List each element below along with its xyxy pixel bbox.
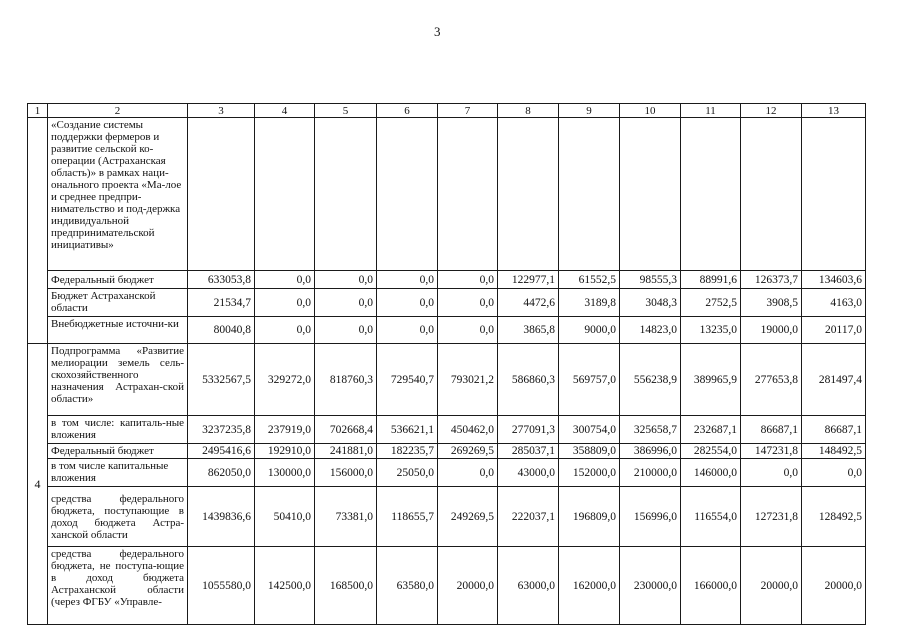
table-cell: 300754,0 <box>559 416 620 444</box>
table-cell <box>681 118 741 271</box>
table-cell: 277091,3 <box>498 416 559 444</box>
table-cell: 241881,0 <box>315 444 377 459</box>
table-cell: 5332567,5 <box>188 344 255 416</box>
table-cell: 63000,0 <box>498 547 559 625</box>
table-cell: 130000,0 <box>255 459 315 487</box>
table-cell: 230000,0 <box>620 547 681 625</box>
table-cell: 126373,7 <box>741 271 802 289</box>
table-cell: 358809,0 <box>559 444 620 459</box>
table-cell: 13235,0 <box>681 317 741 344</box>
table-cell: 450462,0 <box>438 416 498 444</box>
table-cell: 25050,0 <box>377 459 438 487</box>
table-cell: 729540,7 <box>377 344 438 416</box>
table-cell: 269269,5 <box>438 444 498 459</box>
table-cell: 249269,5 <box>438 487 498 547</box>
row-group-cell <box>28 118 48 344</box>
table-cell <box>315 118 377 271</box>
table-cell: 282554,0 <box>681 444 741 459</box>
table-cell: 98555,3 <box>620 271 681 289</box>
table-cell: 702668,4 <box>315 416 377 444</box>
table-cell <box>438 118 498 271</box>
table-cell: 818760,3 <box>315 344 377 416</box>
table-cell: 569757,0 <box>559 344 620 416</box>
table-cell: 4472,6 <box>498 289 559 317</box>
table-cell <box>498 118 559 271</box>
table-cell: 166000,0 <box>681 547 741 625</box>
table-cell: 586860,3 <box>498 344 559 416</box>
row-label: средства федерального бюджета, поступающие в доход бюджета Астра-ханской области <box>48 487 188 547</box>
table-cell: 0,0 <box>377 317 438 344</box>
table-row <box>28 344 866 416</box>
table-cell: 162000,0 <box>559 547 620 625</box>
table-header-row <box>28 104 866 118</box>
column-header: 3 <box>188 104 255 118</box>
table-cell: 14823,0 <box>620 317 681 344</box>
row-label <box>48 547 188 625</box>
table-cell: 128492,5 <box>802 487 866 547</box>
table-cell: 63580,0 <box>377 547 438 625</box>
table-cell: 3865,8 <box>498 317 559 344</box>
table-cell: 325658,7 <box>620 416 681 444</box>
table-cell: 21534,7 <box>188 289 255 317</box>
column-header: 6 <box>377 104 438 118</box>
column-header: 5 <box>315 104 377 118</box>
column-header: 12 <box>741 104 802 118</box>
table-cell: 20000,0 <box>802 547 866 625</box>
table-cell: 0,0 <box>315 289 377 317</box>
table-cell <box>377 118 438 271</box>
table-cell: 156000,0 <box>315 459 377 487</box>
table-cell: 633053,8 <box>188 271 255 289</box>
table-cell: 156996,0 <box>620 487 681 547</box>
table-cell: 9000,0 <box>559 317 620 344</box>
table-row <box>28 416 866 444</box>
table-cell: 556238,9 <box>620 344 681 416</box>
table-row <box>28 271 866 289</box>
row-label-text: средства федерального бюджета, не поступа-ющие в доход бюджета Астраханской области (через ФГБУ «Управле- <box>51 548 184 608</box>
table-cell: 277653,8 <box>741 344 802 416</box>
column-header: 13 <box>802 104 866 118</box>
table-cell: 168500,0 <box>315 547 377 625</box>
table-row <box>28 444 866 459</box>
table-cell: 142500,0 <box>255 547 315 625</box>
table-cell: 147231,8 <box>741 444 802 459</box>
table-cell: 152000,0 <box>559 459 620 487</box>
row-group-number: 4 <box>28 344 48 625</box>
row-label: в том числе капитальные вложения <box>48 459 188 487</box>
table-cell: 536621,1 <box>377 416 438 444</box>
table-cell: 20000,0 <box>438 547 498 625</box>
column-header: 2 <box>48 104 188 118</box>
table-cell: 88991,6 <box>681 271 741 289</box>
table-cell: 0,0 <box>377 289 438 317</box>
table-cell: 196809,0 <box>559 487 620 547</box>
table-cell: 3237235,8 <box>188 416 255 444</box>
table-cell: 20000,0 <box>741 547 802 625</box>
table-cell: 86687,1 <box>802 416 866 444</box>
row-label: Бюджет Астраханской области <box>48 289 188 317</box>
table-cell: 0,0 <box>438 271 498 289</box>
table-cell <box>188 118 255 271</box>
row-label: Федеральный бюджет <box>48 271 188 289</box>
table-cell: 134603,6 <box>802 271 866 289</box>
table-cell: 1055580,0 <box>188 547 255 625</box>
table-cell: 0,0 <box>315 271 377 289</box>
row-label: Подпрограмма «Развитие мелиорации земель сель-скохозяйственного назначения Астрахан-ской области» <box>48 344 188 416</box>
table-cell <box>559 118 620 271</box>
table-cell: 146000,0 <box>681 459 741 487</box>
column-header: 8 <box>498 104 559 118</box>
table-cell: 386996,0 <box>620 444 681 459</box>
table-cell: 0,0 <box>438 459 498 487</box>
table-cell: 0,0 <box>255 317 315 344</box>
table-row <box>28 459 866 487</box>
table-cell: 73381,0 <box>315 487 377 547</box>
table-cell: 148492,5 <box>802 444 866 459</box>
table-cell: 182235,7 <box>377 444 438 459</box>
table-cell <box>741 118 802 271</box>
table-cell: 116554,0 <box>681 487 741 547</box>
table-cell: 19000,0 <box>741 317 802 344</box>
page-number: 3 <box>434 24 441 39</box>
table-cell: 0,0 <box>438 289 498 317</box>
table-cell: 862050,0 <box>188 459 255 487</box>
row-label: Внебюджетные источни-ки <box>48 317 188 344</box>
table-cell: 3908,5 <box>741 289 802 317</box>
table-cell: 0,0 <box>315 317 377 344</box>
table-cell: 86687,1 <box>741 416 802 444</box>
table-cell: 285037,1 <box>498 444 559 459</box>
column-header: 10 <box>620 104 681 118</box>
table-cell: 2752,5 <box>681 289 741 317</box>
table-cell: 61552,5 <box>559 271 620 289</box>
table-cell: 222037,1 <box>498 487 559 547</box>
column-header: 7 <box>438 104 498 118</box>
table-cell: 329272,0 <box>255 344 315 416</box>
table-cell: 0,0 <box>802 459 866 487</box>
table-cell <box>802 118 866 271</box>
table-cell: 2495416,6 <box>188 444 255 459</box>
table-row <box>28 118 866 271</box>
table-cell: 0,0 <box>438 317 498 344</box>
table-cell: 0,0 <box>377 271 438 289</box>
table-row <box>28 317 866 344</box>
table-row <box>28 289 866 317</box>
table-cell: 3189,8 <box>559 289 620 317</box>
column-header: 11 <box>681 104 741 118</box>
table-cell: 127231,8 <box>741 487 802 547</box>
table-cell: 389965,9 <box>681 344 741 416</box>
table-cell: 118655,7 <box>377 487 438 547</box>
table-cell: 0,0 <box>255 271 315 289</box>
table-cell: 232687,1 <box>681 416 741 444</box>
row-label: в том числе: капиталь-ные вложения <box>48 416 188 444</box>
table-cell: 210000,0 <box>620 459 681 487</box>
table-row <box>28 487 866 547</box>
row-label: Федеральный бюджет <box>48 444 188 459</box>
table-cell: 0,0 <box>741 459 802 487</box>
column-header: 9 <box>559 104 620 118</box>
table-cell <box>255 118 315 271</box>
table-cell: 80040,8 <box>188 317 255 344</box>
table-cell: 50410,0 <box>255 487 315 547</box>
table-cell: 237919,0 <box>255 416 315 444</box>
table-cell: 1439836,6 <box>188 487 255 547</box>
budget-table <box>27 103 866 625</box>
row-label: «Создание системы поддержки фермеров и развитие сельской ко-операции (Астраханская область)» в рамках наци-онального проекта «Ма-лое и среднее предпри-нимательство и под-держка индивидуальной предпринимательской инициативы» <box>48 118 188 271</box>
table-cell: 0,0 <box>255 289 315 317</box>
table-cell: 4163,0 <box>802 289 866 317</box>
table-cell: 192910,0 <box>255 444 315 459</box>
table-cell: 281497,4 <box>802 344 866 416</box>
table-cell <box>620 118 681 271</box>
table-cell: 20117,0 <box>802 317 866 344</box>
table-cell: 793021,2 <box>438 344 498 416</box>
table-row <box>28 547 866 625</box>
table-cell: 43000,0 <box>498 459 559 487</box>
table-cell: 122977,1 <box>498 271 559 289</box>
table-cell: 3048,3 <box>620 289 681 317</box>
column-header: 1 <box>28 104 48 118</box>
column-header: 4 <box>255 104 315 118</box>
